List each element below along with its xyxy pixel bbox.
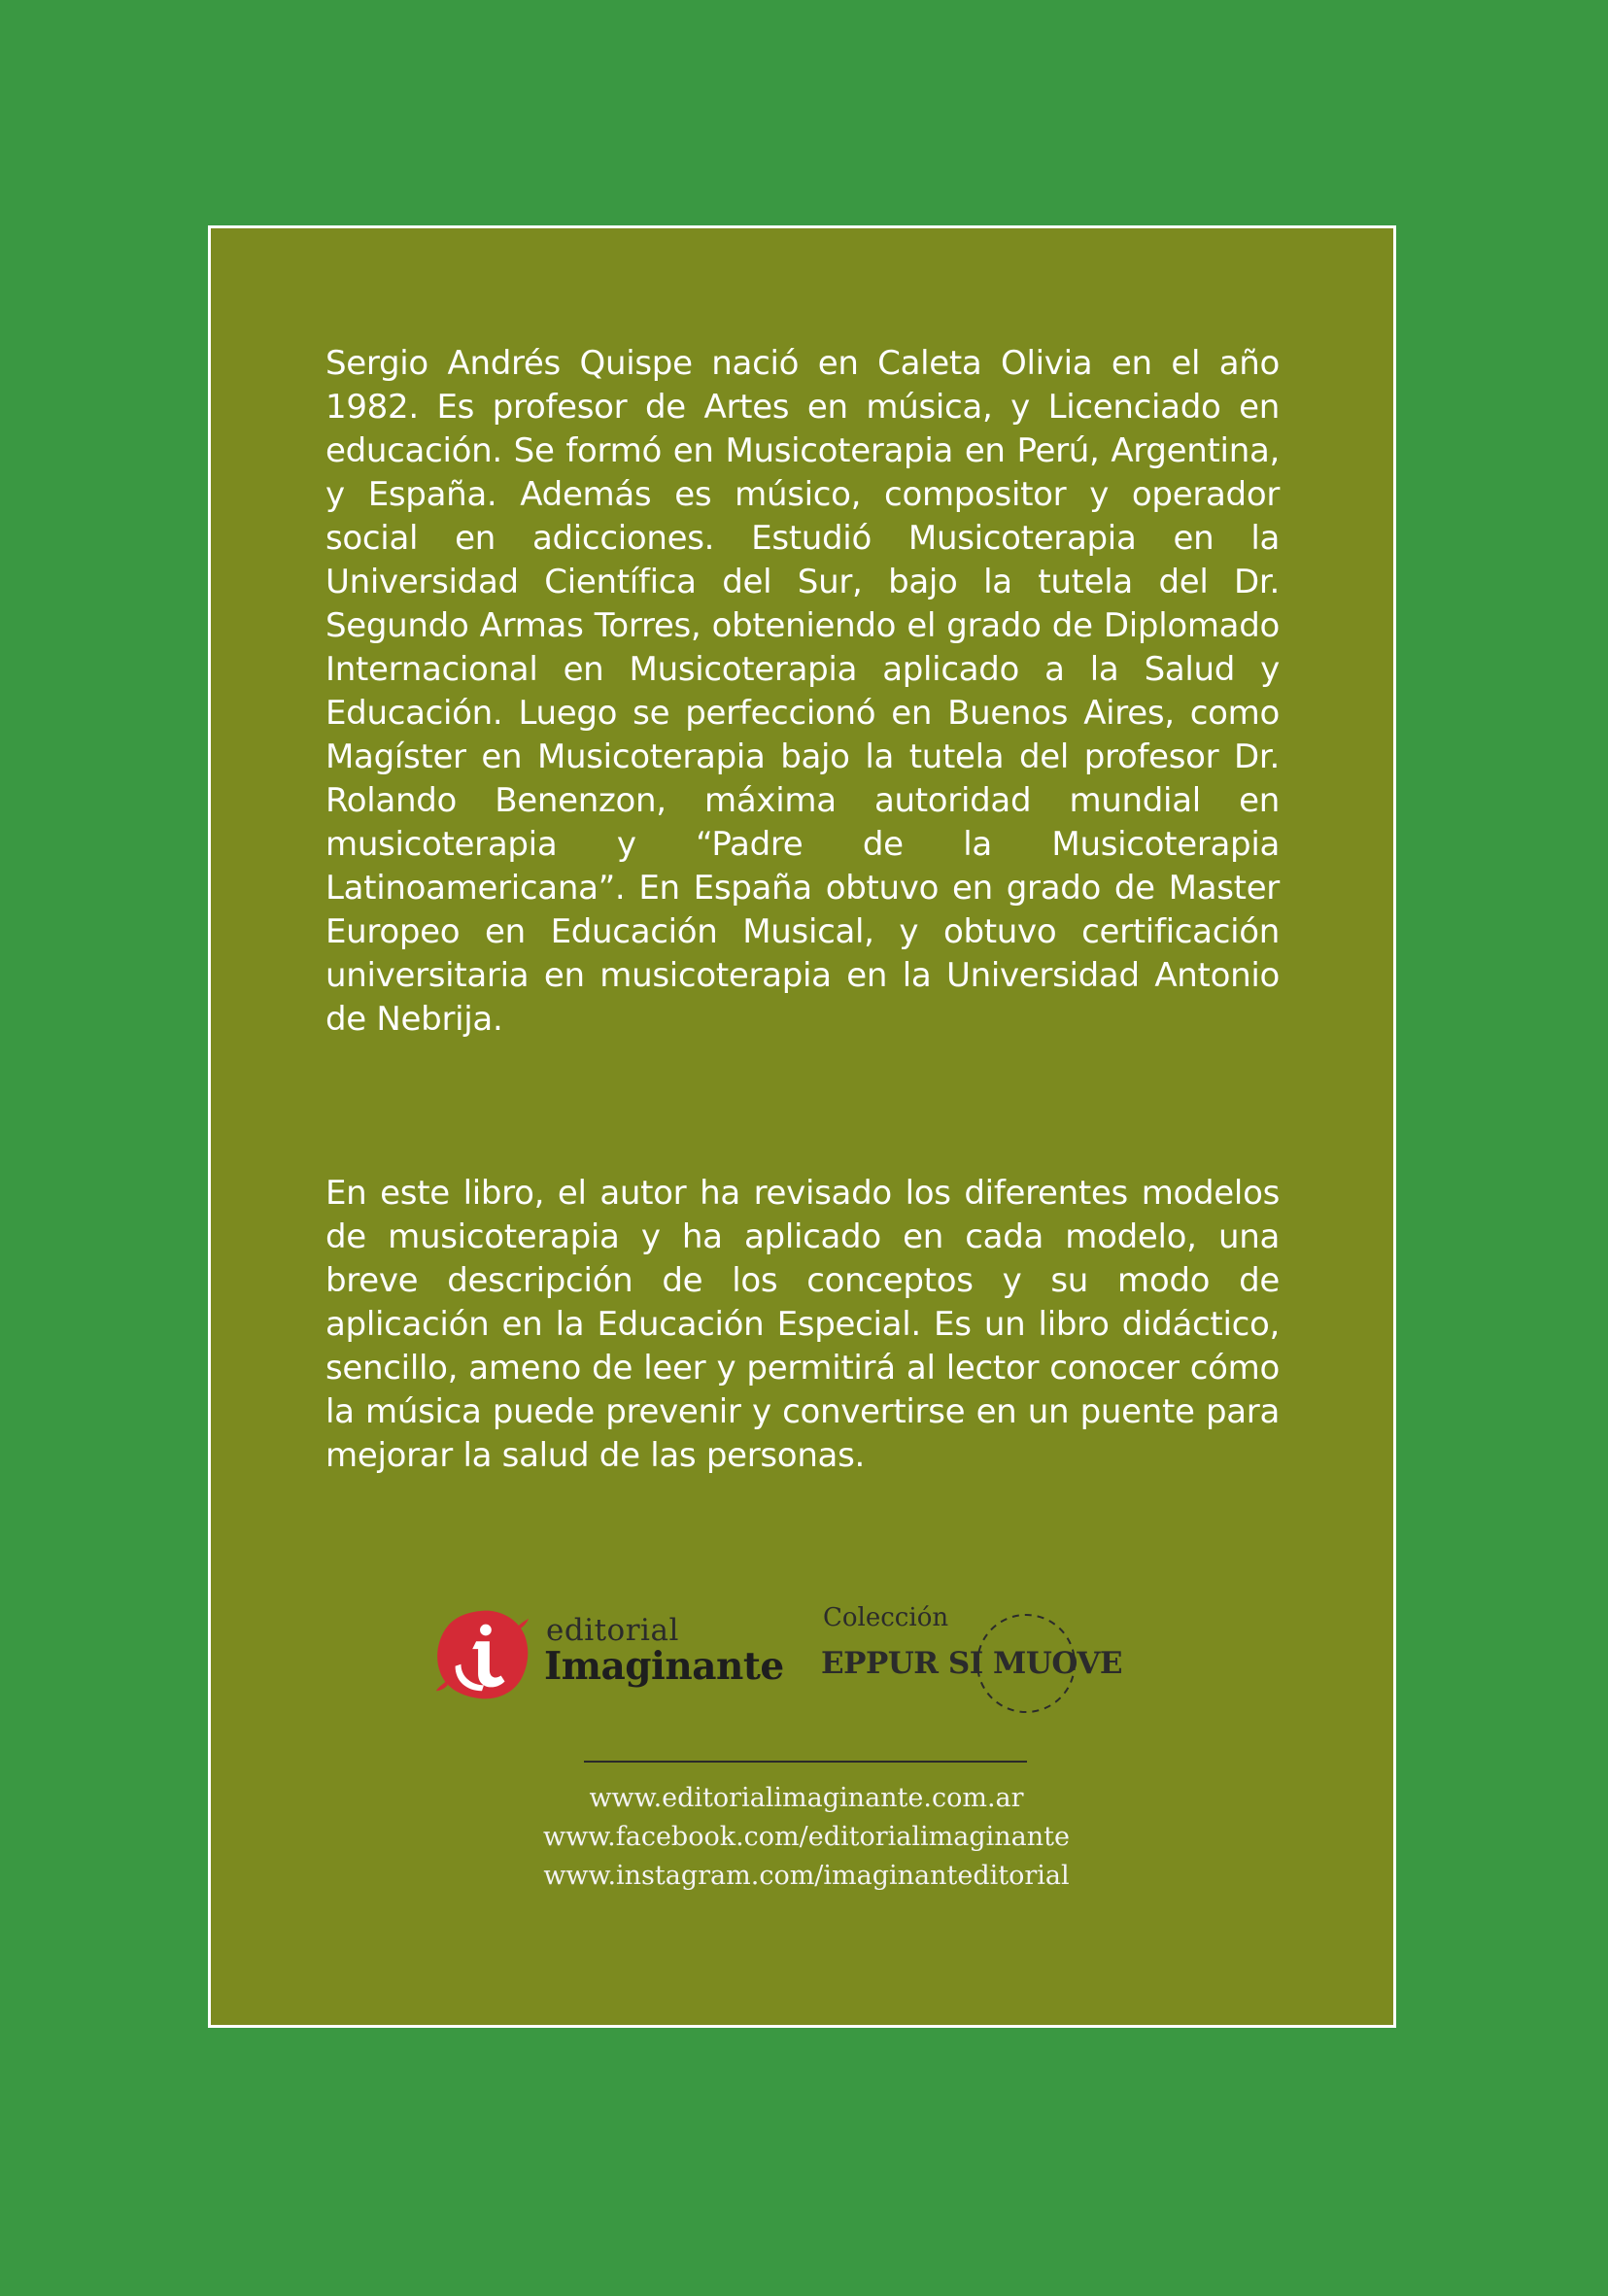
coleccion-name: EPPUR SI MUOVE — [821, 1646, 1123, 1681]
imaginante-mark-icon — [434, 1607, 530, 1702]
logo-imaginante-text: Imaginante — [544, 1644, 784, 1689]
author-bio-text: Sergio Andrés Quispe nació en Caleta Olivia en el año 1982. Es profesor de Artes en música, y Licenciado en educación. Se formó en Musicoterapia en Perú, Argentina, y España. Además es músico, compositor y operador social en adicciones. Estudió Musicoterapia en la Universidad Científica del Sur, bajo la tutela del Dr. Segundo Armas Torres, obteniendo el grado de Diplomado Internacional en Musicoterapia aplicado a la Salud y Educación. Luego se perfeccionó en Buenos Aires, como Magíster en Musicoterapia bajo la tutela del profesor Dr. Rolando Benenzon, máxima autoridad mundial en musicoterapia y “Padre de la Musicoterapia Latinoamericana”. En España obtuvo en grado de Master Europeo en Educación Musical, y obtuvo certificación universitaria en musicoterapia en la Universidad Antonio de Nebrija. — [325, 344, 1280, 1039]
book-description — [325, 1172, 1280, 1478]
editorial-imaginante-logo — [434, 1601, 784, 1710]
author-bio — [325, 342, 1280, 1042]
link-instagram[interactable]: www.instagram.com/imaginanteditorial — [543, 1861, 1070, 1891]
logo-editorial-text: editorial — [546, 1613, 679, 1648]
divider-line — [584, 1761, 1027, 1763]
link-website[interactable]: www.editorialimaginante.com.ar — [589, 1783, 1024, 1813]
coleccion-label: Colección — [823, 1603, 949, 1632]
link-facebook[interactable]: www.facebook.com/editorialimaginante — [543, 1822, 1070, 1852]
website-links — [321, 1779, 1292, 1896]
book-description-text: En este libro, el autor ha revisado los diferentes modelos de musicoterapia y ha aplicado en cada modelo, una breve descripción de los conceptos y su modo de aplicación en la Educación Especial. Es un libro didáctico, sencillo, ameno de leer y permitirá al lector conocer cómo la música puede prevenir y convertirse en un puente para mejorar la salud de las personas. — [325, 1174, 1280, 1475]
coleccion-eppur-si-muove-logo — [818, 1595, 1168, 1722]
